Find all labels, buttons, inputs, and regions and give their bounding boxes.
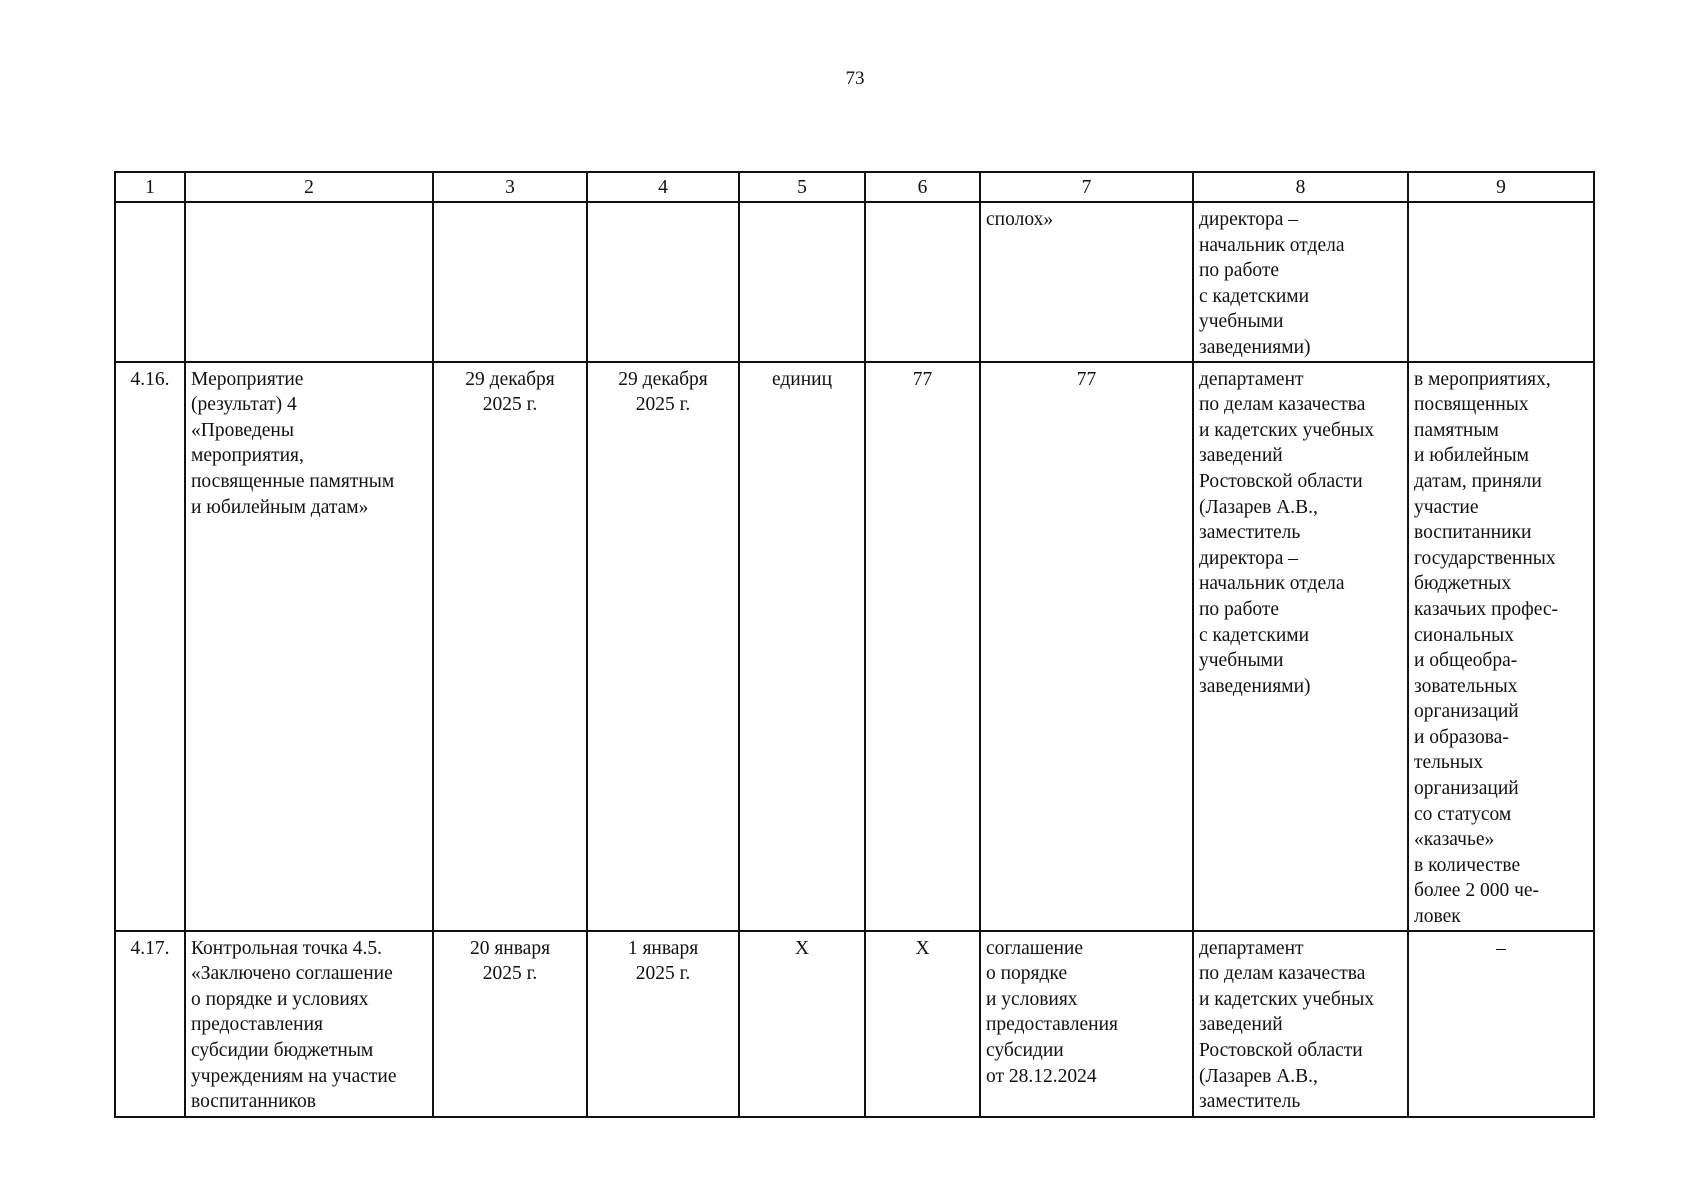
- cell-text-line: датам, приняли: [1414, 470, 1542, 492]
- cell-text-line: Контрольная точка 4.5.: [191, 937, 383, 959]
- cell-end-date: [587, 202, 739, 362]
- cell-text-line: заместитель: [1199, 1091, 1301, 1113]
- cell-text-line: посвященные памятным: [191, 470, 395, 492]
- cell-result: [1408, 931, 1594, 1117]
- cell-text-line: и условиях: [986, 988, 1078, 1010]
- column-header: 9: [1408, 172, 1594, 202]
- cell-name: [185, 362, 433, 931]
- cell-end-date: [587, 931, 739, 1117]
- cell-text-line: учебными: [1199, 311, 1284, 333]
- cell-start-date: [433, 362, 587, 931]
- cell-document: [980, 362, 1193, 931]
- cell-text-line: предоставления: [191, 1014, 323, 1036]
- cell-responsible: [1193, 202, 1408, 362]
- cell-text-line: о порядке и условиях: [191, 988, 369, 1010]
- cell-text-line: «Проведены: [191, 419, 294, 441]
- cell-text-line: сиональных: [1414, 624, 1515, 646]
- cell-text-line: 2025 г.: [635, 963, 691, 985]
- cell-text-line: (Лазарев А.В.,: [1199, 496, 1318, 518]
- cell-unit: единиц: [739, 362, 865, 931]
- cell-text-line: начальник отдела: [1199, 573, 1345, 595]
- column-header: 3: [433, 172, 587, 202]
- cell-text-line: по делам казачества: [1199, 963, 1366, 985]
- cell-text-line: 1 января: [627, 937, 699, 959]
- cell-text-line: 20 января: [469, 937, 551, 959]
- table-row-4-17: [115, 931, 1594, 1117]
- cell-text-line: директора –: [1199, 209, 1299, 230]
- cell-text-line: по работе: [1199, 260, 1280, 282]
- cell-text-line: и юбилейным: [1414, 445, 1529, 467]
- cell-text-line: –: [1496, 937, 1506, 959]
- cell-text-line: со статусом: [1414, 803, 1512, 825]
- cell-text-line: «Заключено соглашение: [191, 963, 393, 985]
- cell-text-line: зовательных: [1414, 675, 1518, 697]
- cell-value: X: [865, 931, 980, 1117]
- cell-name: [185, 931, 433, 1117]
- cell-text-line: директора –: [1199, 547, 1299, 569]
- cell-text-line: 2025 г.: [482, 963, 538, 985]
- cell-text-line: 29 декабря: [618, 368, 708, 390]
- column-header: 1: [115, 172, 185, 202]
- cell-text-line: субсидии бюджетным: [191, 1040, 374, 1061]
- cell-text-line: и кадетских учебных: [1199, 419, 1375, 441]
- cell-text-line: государственных: [1414, 547, 1556, 569]
- cell-text-line: с кадетскими: [1199, 624, 1310, 646]
- cell-unit: [739, 202, 865, 362]
- cell-text-line: воспитанников: [191, 1091, 316, 1113]
- cell-text-line: в мероприятиях,: [1414, 368, 1551, 390]
- cell-text-line: департамент: [1199, 937, 1304, 959]
- cell-text-line: соглашение: [986, 937, 1083, 959]
- column-header: 4: [587, 172, 739, 202]
- cell-text-line: в количестве: [1414, 854, 1521, 876]
- column-header: 5: [739, 172, 865, 202]
- cell-number: 4.16.: [115, 362, 185, 931]
- cell-text-line: и образова-: [1414, 726, 1509, 748]
- cell-text-line: Ростовской области: [1199, 1040, 1363, 1061]
- cell-value: [865, 202, 980, 362]
- cell-text-line: о порядке: [986, 963, 1068, 985]
- cell-value: 77: [865, 362, 980, 931]
- cell-text-line: субсидии: [986, 1040, 1064, 1061]
- page-number: 73: [845, 68, 865, 89]
- cell-text-line: памятным: [1414, 419, 1499, 441]
- cell-responsible: [1193, 362, 1408, 931]
- cell-text-line: ловек: [1414, 906, 1461, 928]
- cell-text-line: заведений: [1199, 1014, 1283, 1036]
- table-row-continuation: [115, 202, 1594, 362]
- cell-unit: X: [739, 931, 865, 1117]
- table-header-row: [115, 172, 1594, 202]
- document-table: [114, 171, 1595, 1118]
- cell-text-line: учреждениям на участие: [191, 1065, 397, 1087]
- cell-text-line: начальник отдела: [1199, 234, 1345, 256]
- cell-text-line: и общеобра-: [1414, 650, 1518, 672]
- cell-document: [980, 931, 1193, 1117]
- cell-number: [115, 202, 185, 362]
- cell-text-line: мероприятия,: [191, 445, 304, 467]
- cell-text-line: 2025 г.: [482, 394, 538, 416]
- cell-text-line: организаций: [1414, 778, 1519, 800]
- cell-number: 4.17.: [115, 931, 185, 1117]
- cell-result: [1408, 202, 1594, 362]
- cell-document: [980, 202, 1193, 362]
- cell-text-line: Мероприятие: [191, 368, 304, 390]
- cell-text-line: от 28.12.2024: [986, 1065, 1097, 1087]
- cell-text-line: с кадетскими: [1199, 285, 1310, 307]
- cell-text-line: участие: [1414, 496, 1479, 518]
- cell-text-line: департамент: [1199, 368, 1304, 390]
- cell-text-line: тельных: [1414, 752, 1484, 774]
- column-header: 2: [185, 172, 433, 202]
- column-header: 6: [865, 172, 980, 202]
- column-header: 7: [980, 172, 1193, 202]
- cell-text-line: сполох»: [986, 209, 1054, 230]
- cell-text-line: более 2 000 че-: [1414, 880, 1540, 902]
- cell-text-line: (результат) 4: [191, 394, 297, 416]
- cell-text-line: организаций: [1414, 701, 1519, 723]
- cell-end-date: [587, 362, 739, 931]
- cell-text-line: по делам казачества: [1199, 394, 1366, 416]
- cell-text-line: по работе: [1199, 598, 1280, 620]
- cell-start-date: [433, 931, 587, 1117]
- cell-text-line: казачьих профес-: [1414, 598, 1559, 620]
- cell-responsible: [1193, 931, 1408, 1117]
- cell-text-line: и кадетских учебных: [1199, 988, 1375, 1010]
- cell-text-line: 29 декабря: [465, 368, 555, 390]
- cell-result: [1408, 362, 1594, 931]
- table-row-4-16: [115, 362, 1594, 931]
- cell-text-line: и юбилейным датам»: [191, 496, 369, 518]
- cell-text-line: посвященных: [1414, 394, 1529, 416]
- cell-text-line: (Лазарев А.В.,: [1199, 1065, 1318, 1087]
- cell-text-line: «казачье»: [1414, 829, 1495, 851]
- cell-text-line: заместитель: [1199, 522, 1301, 544]
- cell-text-line: заведениями): [1199, 336, 1311, 358]
- column-header: 8: [1193, 172, 1408, 202]
- cell-text-line: 77: [1076, 368, 1097, 390]
- cell-text-line: воспитанники: [1414, 522, 1532, 544]
- cell-start-date: [433, 202, 587, 362]
- cell-name: [185, 202, 433, 362]
- cell-text-line: заведений: [1199, 445, 1283, 467]
- cell-text-line: учебными: [1199, 650, 1284, 672]
- cell-text-line: заведениями): [1199, 675, 1311, 697]
- cell-text-line: бюджетных: [1414, 573, 1512, 595]
- cell-text-line: Ростовской области: [1199, 470, 1363, 492]
- cell-text-line: 2025 г.: [635, 394, 691, 416]
- cell-text-line: предоставления: [986, 1014, 1118, 1036]
